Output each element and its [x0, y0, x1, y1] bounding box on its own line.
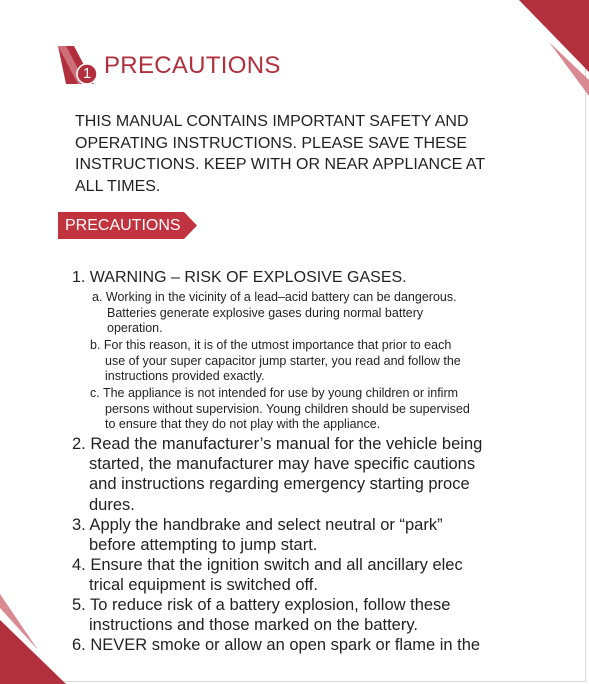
intro-line: ALL TIMES. — [75, 177, 161, 195]
list-item-line: 3. Apply the handbrake and select neutral or “park” — [72, 516, 443, 534]
sub-item-line: to ensure that they do not play with the appliance. — [105, 417, 381, 431]
list-item — [72, 635, 480, 655]
sub-item-line: instructions provided exactly. — [105, 369, 265, 383]
list-item-line: 6. NEVER smoke or allow an open spark or flame in the — [72, 636, 481, 654]
sub-item-line: a. Working in the vicinity of a lead–acid battery can be dangerous. — [92, 290, 457, 304]
list-item-line: instructions and those marked on the battery. — [89, 616, 418, 635]
list-item-line: trical equipment is switched off. — [89, 576, 318, 595]
top-right-corner-decoration — [519, 0, 589, 96]
intro-line: OPERATING INSTRUCTIONS. PLEASE SAVE THESE — [75, 134, 468, 152]
list-item-line: and instructions regarding emergency starting proce — [89, 475, 470, 494]
sub-list-item — [92, 290, 457, 337]
sub-item-line: b. For this reason, it is of the utmost importance that prior to each — [90, 338, 452, 352]
sub-item-line: Batteries generate explosive gases during normal battery — [107, 305, 424, 320]
list-item-line: 2. Read the manufacturer’s manual for the vehicle being — [72, 435, 483, 453]
list-item — [72, 555, 463, 595]
list-item — [72, 434, 482, 515]
list-item-line: started, the manufacturer may have specific cautions — [89, 455, 476, 474]
page-title: PRECAUTIONS — [104, 52, 281, 79]
sub-list-item — [90, 338, 461, 385]
list-item-text: 1. WARNING – RISK OF EXPLOSIVE GASES. — [72, 269, 407, 286]
intro-line: INSTRUCTIONS. KEEP WITH OR NEAR APPLIANCE AT — [75, 156, 486, 173]
list-item-line: dures. — [89, 495, 135, 514]
section-number: 1 — [82, 65, 92, 82]
sub-item-line: c. The appliance is not intended for use by young children or infirm — [90, 386, 459, 400]
sub-item-line: persons without supervision. Young children should be supervised — [105, 401, 470, 416]
list-item — [72, 515, 443, 555]
list-item-line: before attempting to jump start. — [89, 536, 318, 555]
intro-paragraph — [75, 111, 515, 197]
list-item-line: 4. Ensure that the ignition switch and all ancillary elec — [72, 556, 463, 574]
section-number-badge — [58, 46, 100, 88]
sub-list-item — [90, 386, 470, 433]
list-item-line: 5. To reduce risk of a battery explosion, follow these — [72, 596, 451, 614]
intro-line: THIS MANUAL CONTAINS IMPORTANT SAFETY AND — [75, 113, 469, 130]
list-item — [72, 595, 451, 635]
bottom-left-corner-decoration — [0, 594, 70, 684]
sub-item-line: operation. — [107, 321, 163, 335]
list-item — [72, 268, 407, 288]
sub-item-line: use of your super capacitor jump starter, you read and follow the — [105, 353, 461, 368]
section-tag-label: PRECAUTIONS — [65, 217, 181, 234]
section-tag — [58, 212, 197, 239]
